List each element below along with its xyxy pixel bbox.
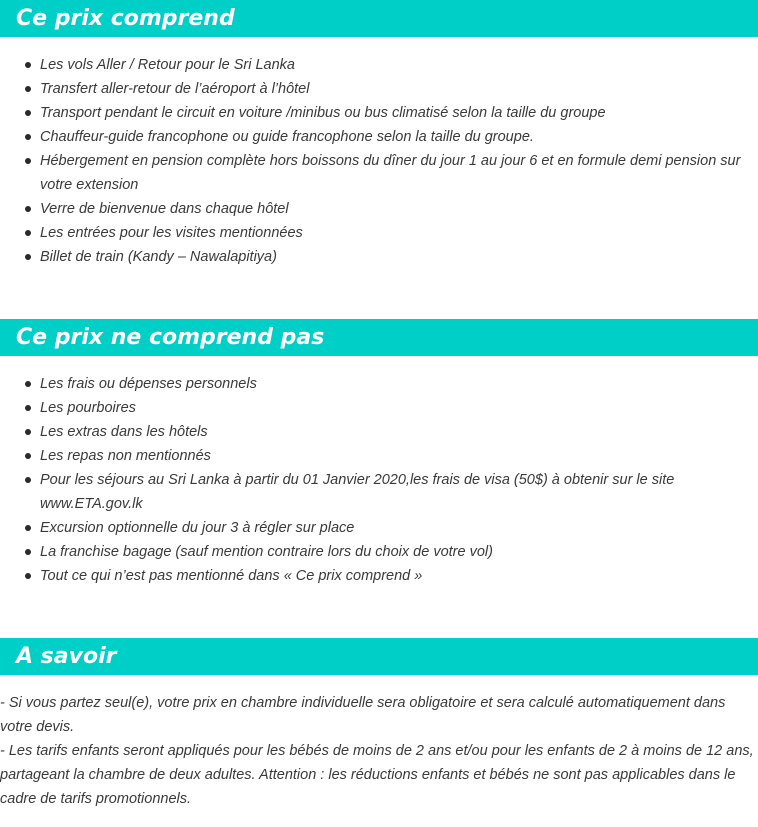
list-item: La franchise bagage (sauf mention contraire lors du choix de votre vol)	[0, 540, 758, 564]
list-item: Les extras dans les hôtels	[0, 420, 758, 444]
included-list	[0, 53, 758, 269]
included-title: Ce prix comprend	[16, 6, 235, 31]
list-item: Les frais ou dépenses personnels	[0, 372, 758, 396]
list-item: Hébergement en pension complète hors boissons du dîner du jour 1 au jour 6 et en formule demi pension sur votre extension	[0, 149, 758, 197]
note-paragraph: - Si vous partez seul(e), votre prix en chambre individuelle sera obligatoire et sera calculé automatiquement dans votre devis.	[0, 695, 726, 735]
not-included-title: Ce prix ne comprend pas	[16, 325, 325, 350]
list-item: Tout ce qui n’est pas mentionné dans « Ce prix comprend »	[0, 564, 758, 588]
list-item: Transfert aller-retour de l’aéroport à l’hôtel	[0, 77, 758, 101]
good-to-know-notes	[0, 691, 758, 811]
note-paragraph: - Les tarifs enfants seront appliqués pour les bébés de moins de 2 ans et/ou pour les enfants de 2 à moins de 12 ans, partageant la chambre de deux adultes. Attention : les réductions enfants et bébés ne sont pas applicables dans le cadre de tarifs promotionnels.	[0, 743, 754, 807]
good-to-know-header	[0, 638, 758, 675]
not-included-header	[0, 319, 758, 356]
list-item: Les vols Aller / Retour pour le Sri Lanka	[0, 53, 758, 77]
list-item: Transport pendant le circuit en voiture /minibus ou bus climatisé selon la taille du groupe	[0, 101, 758, 125]
not-included-list	[0, 372, 758, 588]
list-item: Les repas non mentionnés	[0, 444, 758, 468]
list-item: Verre de bienvenue dans chaque hôtel	[0, 197, 758, 221]
list-item: Excursion optionnelle du jour 3 à régler sur place	[0, 516, 758, 540]
list-item: Pour les séjours au Sri Lanka à partir du 01 Janvier 2020,les frais de visa (50$) à obtenir sur le site www.ETA.gov.lk	[0, 468, 758, 516]
list-item: Billet de train (Kandy – Nawalapitiya)	[0, 245, 758, 269]
list-item: Les entrées pour les visites mentionnées	[0, 221, 758, 245]
good-to-know-title: A savoir	[16, 644, 117, 669]
included-header	[0, 0, 758, 37]
list-item: Chauffeur-guide francophone ou guide francophone selon la taille du groupe.	[0, 125, 758, 149]
list-item: Les pourboires	[0, 396, 758, 420]
